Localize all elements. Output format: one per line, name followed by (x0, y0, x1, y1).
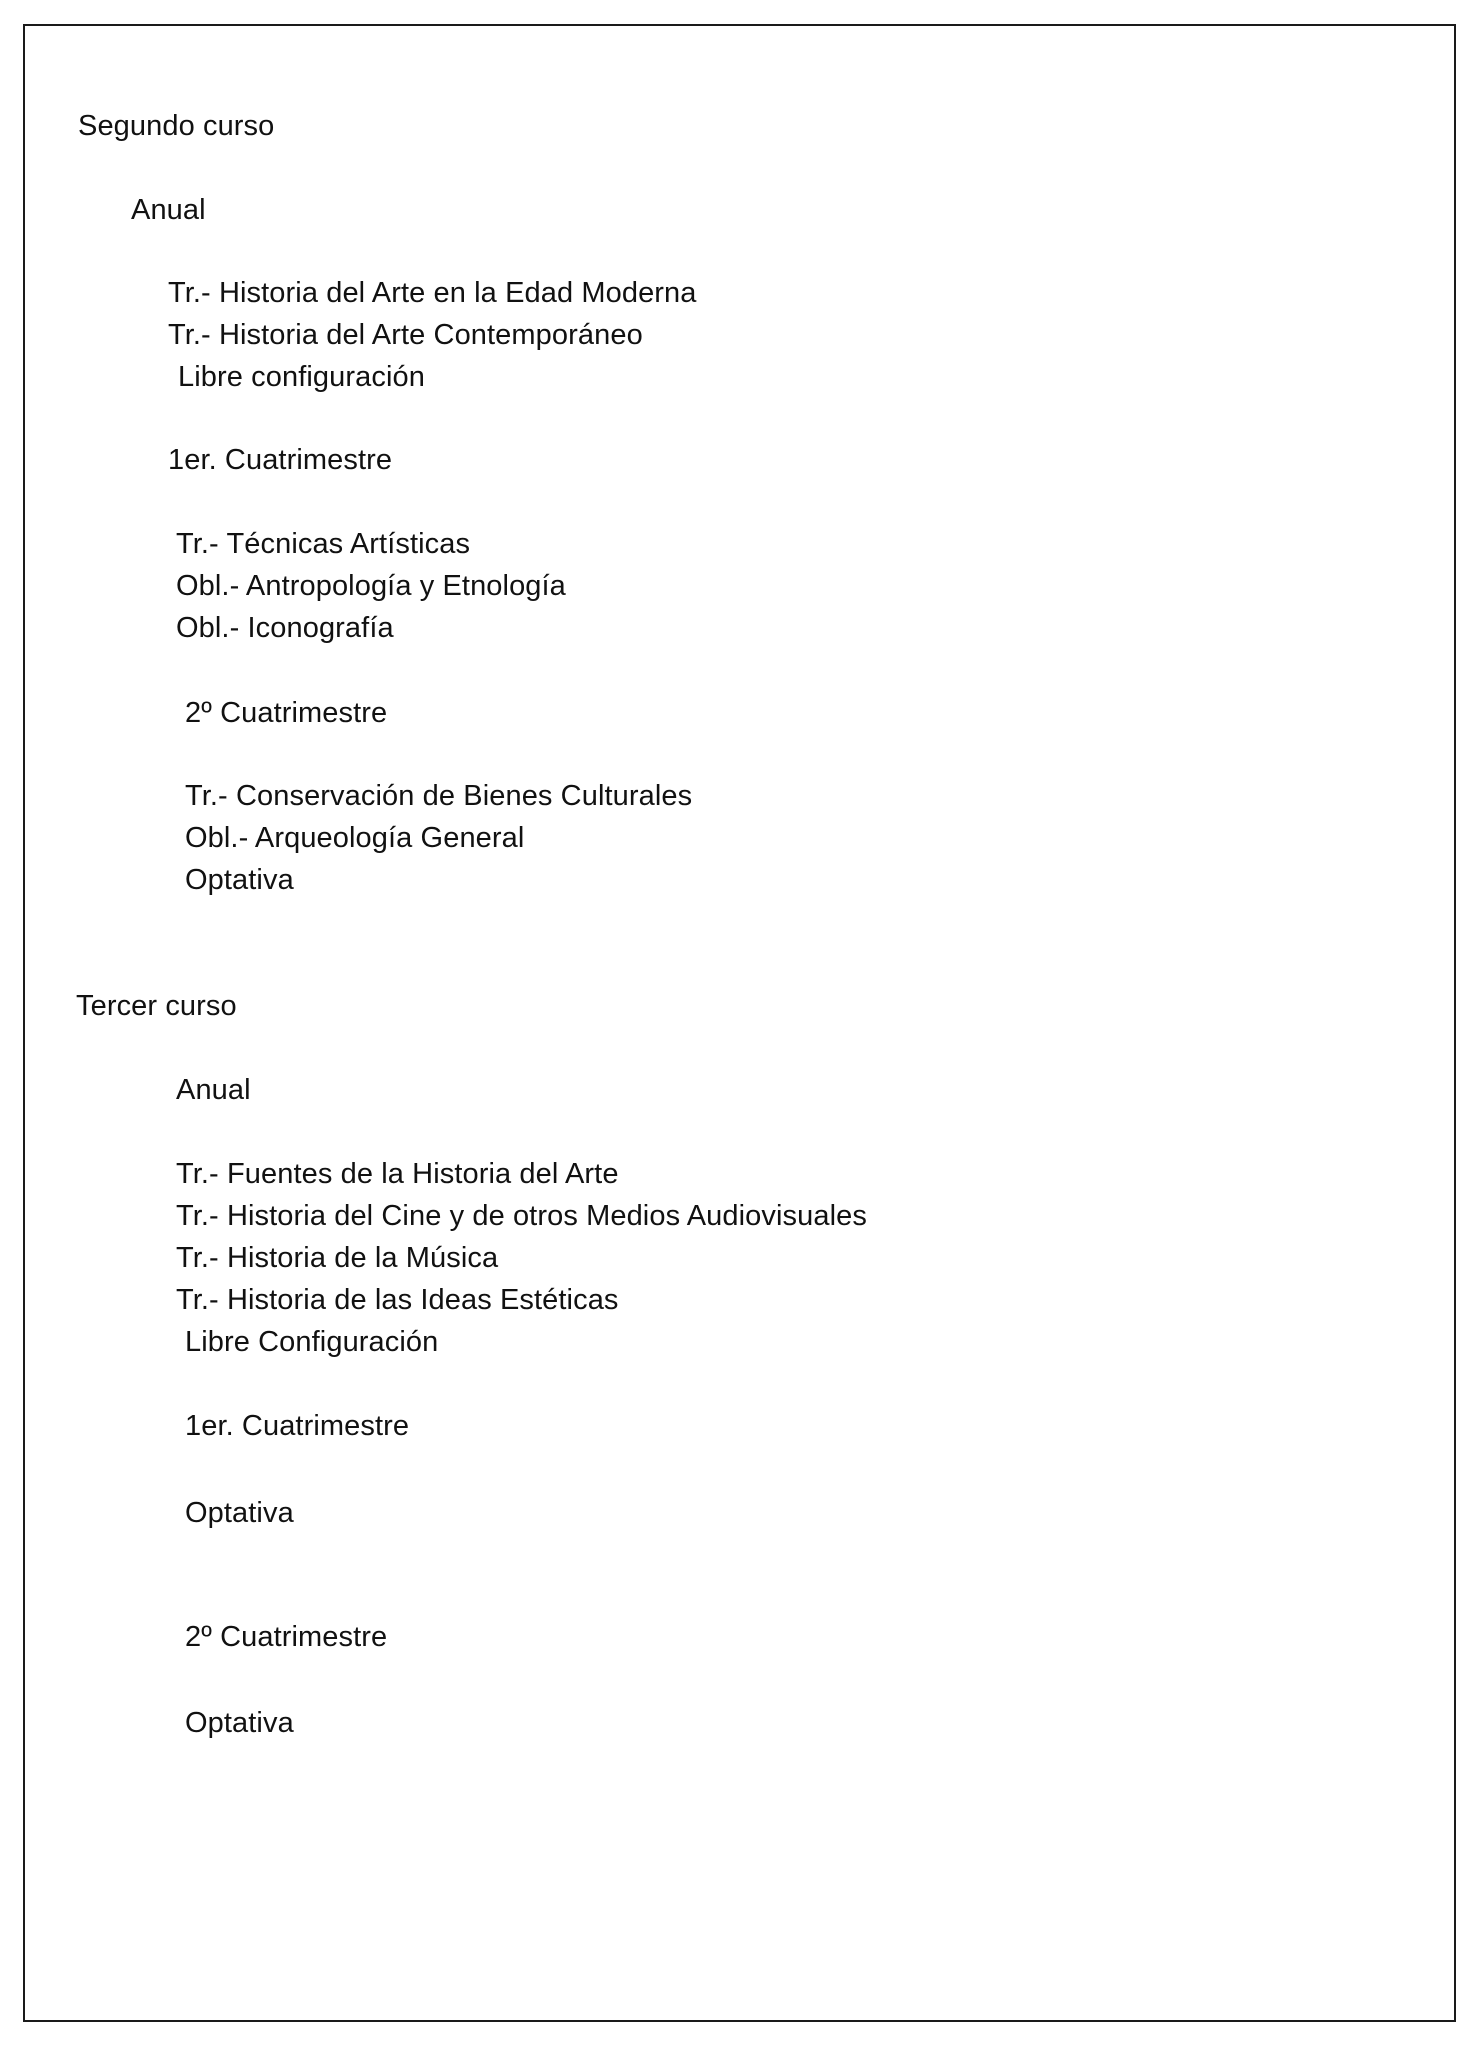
course-item: Tr.- Historia del Arte Contemporáneo (168, 319, 643, 351)
course-item: Obl.- Arqueología General (185, 822, 525, 854)
section-label-cuatrimestre-2: 2º Cuatrimestre (185, 697, 388, 729)
course-item: Obl.- Iconografía (176, 612, 394, 644)
section-label-cuatrimestre-2: 2º Cuatrimestre (185, 1621, 388, 1653)
course-item: Tr.- Técnicas Artísticas (176, 528, 471, 560)
course-item: Libre configuración (178, 361, 425, 393)
section-label-cuatrimestre-1: 1er. Cuatrimestre (185, 1410, 410, 1442)
course-item: Libre Configuración (185, 1326, 439, 1358)
section-label-anual: Anual (131, 194, 206, 226)
course-item: Optativa (185, 1707, 294, 1739)
year-heading: Segundo curso (78, 110, 275, 142)
course-item: Tr.- Historia de las Ideas Estéticas (176, 1284, 619, 1316)
course-item: Tr.- Historia de la Música (176, 1242, 499, 1274)
course-item: Optativa (185, 864, 294, 896)
course-item: Tr.- Fuentes de la Historia del Arte (176, 1158, 619, 1190)
section-label-anual: Anual (176, 1074, 251, 1106)
course-item: Obl.- Antropología y Etnología (176, 570, 566, 602)
year-heading: Tercer curso (76, 990, 237, 1022)
section-label-cuatrimestre-1: 1er. Cuatrimestre (168, 444, 393, 476)
course-item: Tr.- Conservación de Bienes Culturales (185, 780, 693, 812)
course-item: Optativa (185, 1497, 294, 1529)
course-item: Tr.- Historia del Cine y de otros Medios Audiovisuales (176, 1200, 867, 1232)
course-item: Tr.- Historia del Arte en la Edad Moderna (168, 277, 697, 309)
